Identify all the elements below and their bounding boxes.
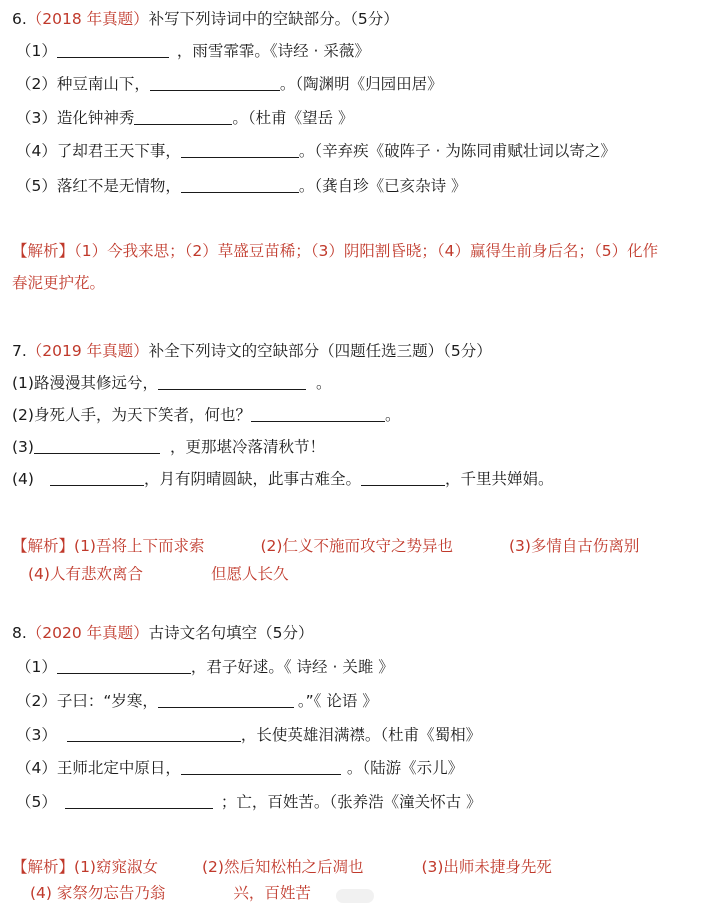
q8-item-4-pre: （4）王师北定中原日， [16,759,181,777]
q8-item-4-text: 。（陆游《示儿》 [346,759,464,777]
q7-item-4-text: ，月有阴晴圆缺，此事古难全。 [143,470,361,488]
q6-item-3 [16,107,354,129]
q7-item-1-blank[interactable] [158,373,306,390]
q6-year-tag: （2018 年真题） [26,10,149,28]
q6-item-1-pre: （1） [16,42,57,60]
q7-item-1-pre: (1)路漫漫其修远兮， [12,374,158,392]
q7-year-tag: （2019 年真题） [26,342,149,360]
q7-item-1-text: 。 [315,374,332,392]
q6-answer-text-2: 春泥更护花。 [12,274,106,292]
q8-item-3 [16,724,481,746]
q7-item-1 [12,372,331,394]
q8-item-1-text: ，君子好逑。《 诗经 · 关雎 》 [190,658,394,676]
q8-answer-label: 【解析】 [12,858,75,876]
q7-item-4 [12,468,554,490]
q7-item-4-end: ，千里共婵娟。 [444,470,554,488]
q6-item-1-text: ，雨雪霏霏。《诗经 · 采薇》 [176,42,370,60]
q8-item-2-blank[interactable] [158,691,294,708]
q7-answer-3: (3)多情自古伤离别 [508,537,640,555]
q8-answer-line-1 [12,856,552,878]
q8-item-3-pre: （3） [16,726,57,744]
q6-item-3-blank[interactable] [134,108,232,125]
q6-heading [12,8,399,30]
q6-item-4-pre: （4）了却君王天下事， [16,142,181,160]
q6-item-1-blank[interactable] [57,41,169,58]
q6-item-4 [16,140,616,162]
q8-answer-4b: 兴，百姓苦 [233,884,311,902]
q6-item-2 [16,73,443,95]
q8-number: 8. [12,624,27,642]
q6-item-2-text: 。（陶渊明《归园田居》 [279,75,443,93]
q8-item-3-blank[interactable] [67,725,241,742]
q8-item-4-blank[interactable] [181,758,341,775]
q8-answer-4a: (4) 家祭勿忘告乃翁 [30,884,166,902]
q7-item-4-pre: (4) [12,470,34,488]
q7-answer-line-1 [12,535,639,557]
watermark-icon [336,889,374,903]
q7-item-4-blank-1[interactable] [50,469,144,486]
q6-item-2-blank[interactable] [150,74,280,91]
q8-answer-2: (2)然后知松柏之后凋也 [201,858,364,876]
q6-answer-line-1 [12,240,658,262]
q7-item-2-pre: (2)身死人手，为天下笑者，何也？ [12,406,251,424]
q6-item-3-text: 。（杜甫《望岳 》 [232,109,354,127]
q8-heading [12,622,314,644]
q7-item-2-blank[interactable] [251,405,385,422]
q6-item-4-blank[interactable] [181,141,299,158]
q8-item-5 [16,791,482,813]
q7-item-3-text: ，更那堪冷落清秋节！ [169,438,325,456]
q7-title: 补全下列诗文的空缺部分（四题任选三题）（5分） [148,342,492,360]
q7-answer-1: (1)吾将上下而求索 [74,537,205,555]
q6-item-1 [16,40,370,62]
q7-heading [12,340,492,362]
q8-answer-1: (1)窈窕淑女 [74,858,158,876]
q6-item-2-pre: （2）种豆南山下， [16,75,150,93]
q6-answer-label: 【解析】 [12,242,75,260]
q8-item-2-pre: （2）子曰：“岁寒， [16,692,158,710]
q6-answer-text-1: （1）今我来思；（2）草盛豆苗稀；（3）阴阳割昏晓；（4）赢得生前身后名；（5）化作 [74,242,659,260]
q8-item-5-text: ；亡，百姓苦。（张养浩《潼关怀古 》 [220,793,482,811]
q7-item-2-text: 。 [384,406,401,424]
q6-item-4-text: 。（辛弃疾《破阵子 · 为陈同甫赋壮词以寄之》 [298,142,616,160]
q8-item-4 [16,757,463,779]
q8-item-1-pre: （1） [16,658,57,676]
q7-item-4-blank-2[interactable] [361,469,445,486]
q7-answer-2: (2)仁义不施而攻守之势异也 [260,537,453,555]
q8-item-2-text: 。”《 论语 》 [297,692,378,710]
q8-item-3-text: ，长使英雄泪满襟。（杜甫《蜀相》 [240,726,482,744]
q6-item-3-pre: （3）造化钟神秀 [16,109,135,127]
q8-answer-3: (3)出师未捷身先死 [421,858,552,876]
q7-answer-label: 【解析】 [12,537,75,555]
q8-year-tag: （2020 年真题） [26,624,149,642]
q6-title: 补写下列诗词中的空缺部分。（5分） [148,10,399,28]
q7-item-3 [12,436,325,458]
q8-item-5-blank[interactable] [65,792,213,809]
q6-item-5 [16,175,467,197]
q7-answer-line-2 [28,563,288,585]
q6-item-5-blank[interactable] [181,176,299,193]
q8-item-5-pre: （5） [16,793,57,811]
q7-item-2 [12,404,400,426]
q7-item-3-pre: (3) [12,438,34,456]
q7-answer-4b: 但愿人长久 [210,565,289,583]
q6-item-5-pre: （5）落红不是无情物， [16,177,181,195]
q7-answer-4a: (4)人有悲欢离合 [28,565,143,583]
q6-number: 6. [12,10,27,28]
q6-answer-line-2 [12,272,105,294]
q8-item-1-blank[interactable] [57,657,191,674]
q8-item-2 [16,690,378,712]
q8-item-1 [16,656,394,678]
q8-title: 古诗文名句填空（5分） [148,624,314,642]
q6-item-5-text: 。（龚自珍《已亥杂诗 》 [298,177,467,195]
q8-answer-line-2 [30,882,311,904]
q7-item-3-blank[interactable] [34,437,160,454]
q7-number: 7. [12,342,27,360]
